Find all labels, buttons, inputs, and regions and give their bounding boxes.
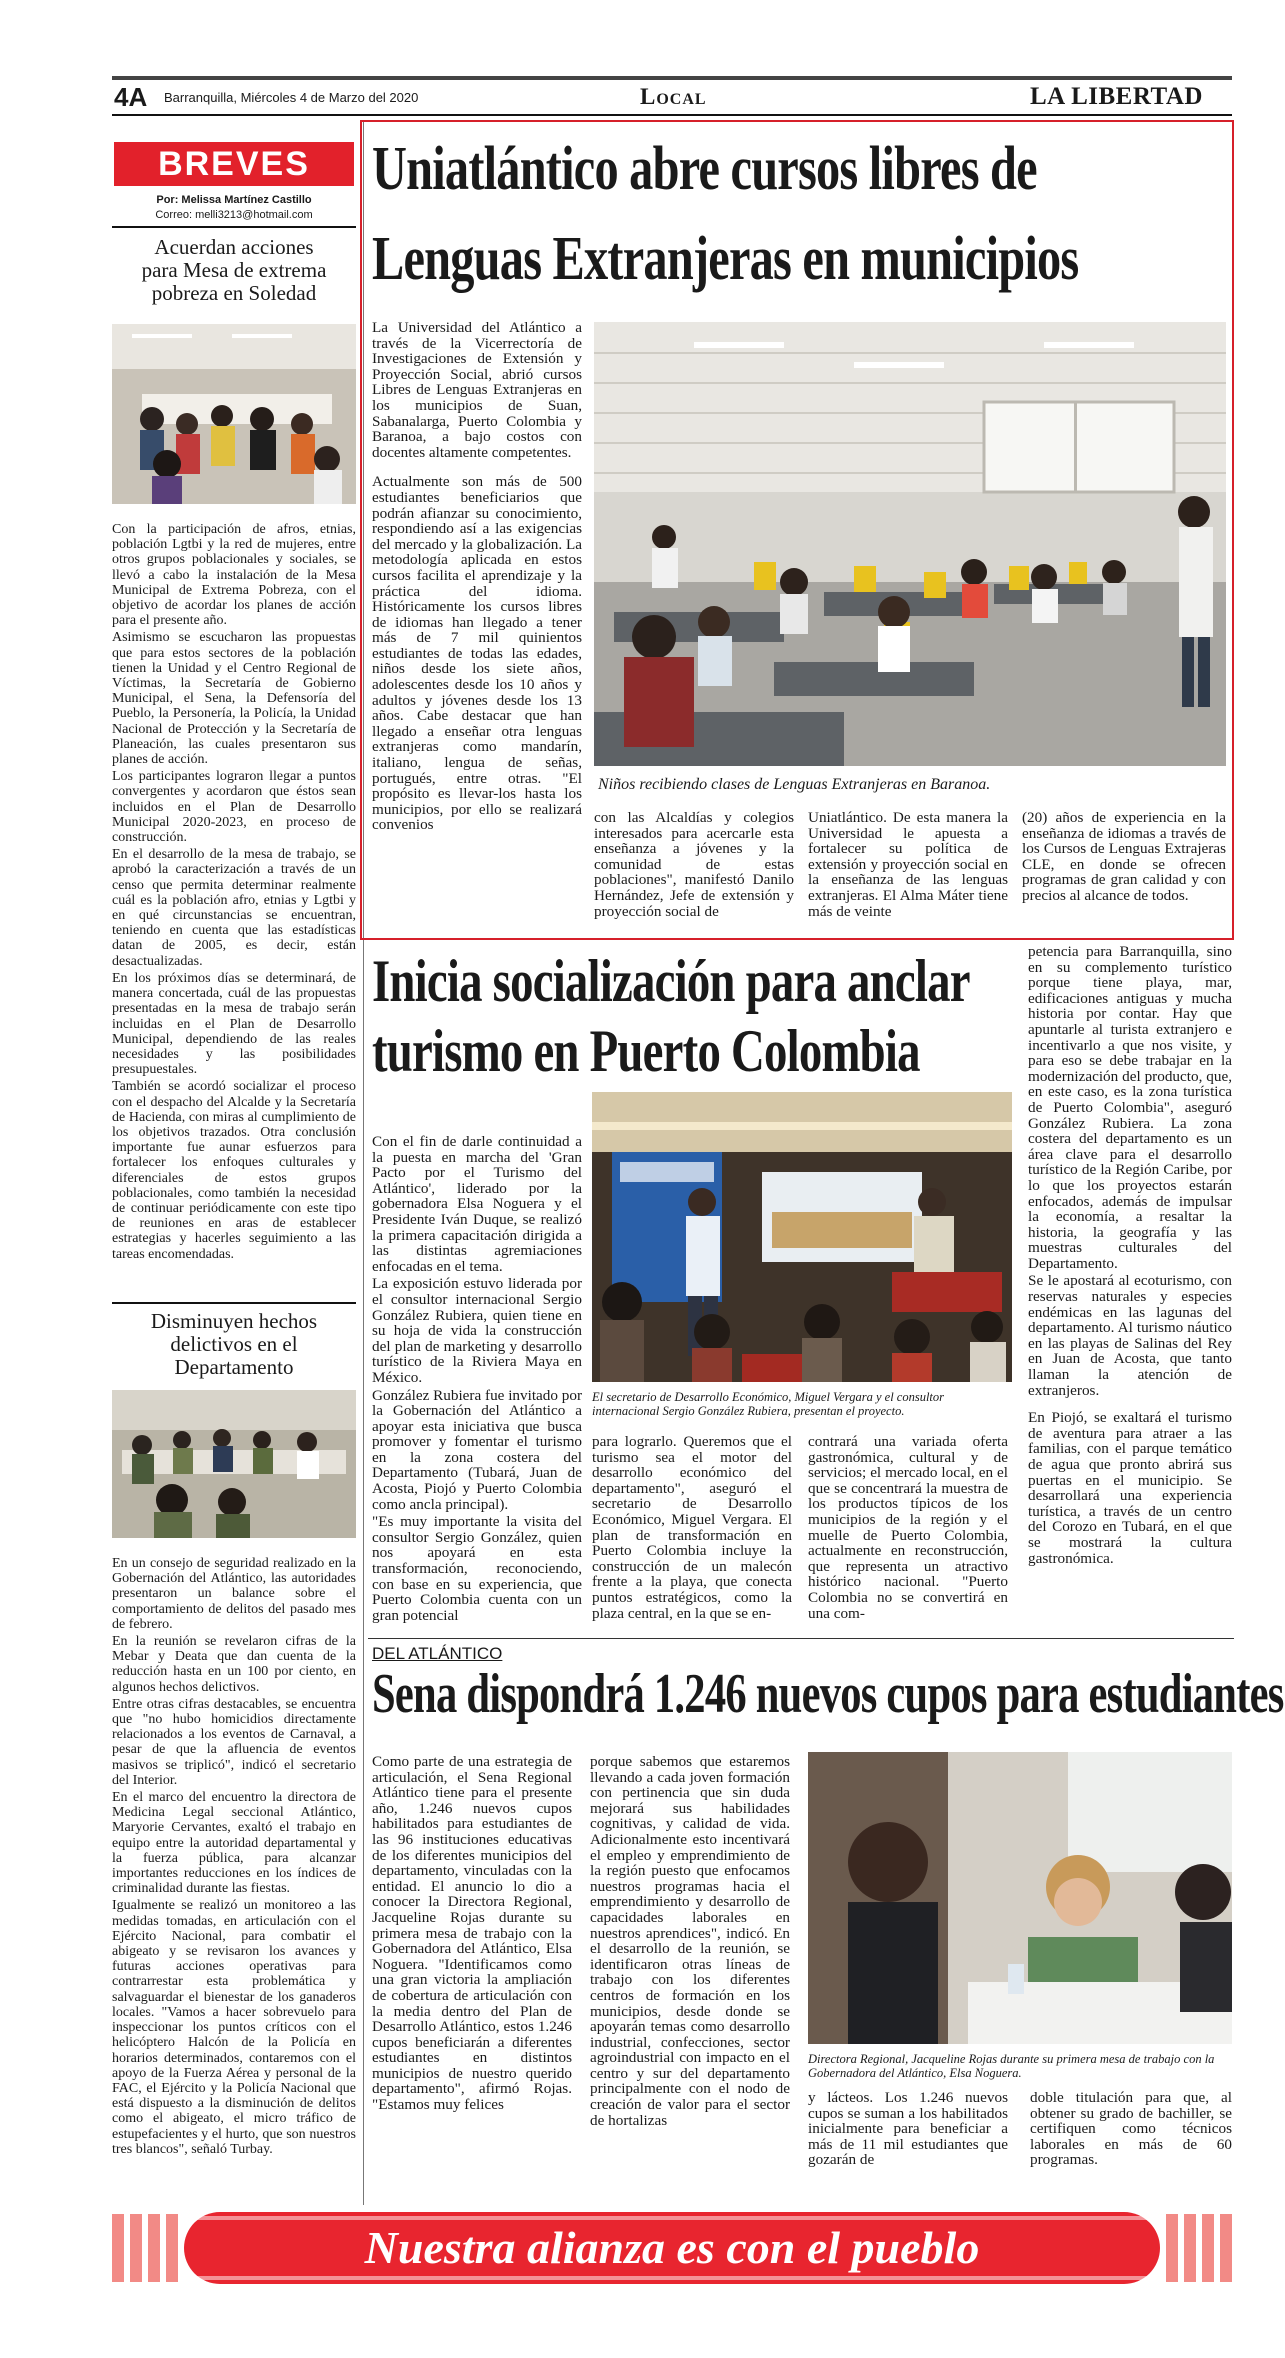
issue-date: Barranquilla, Miércoles 4 de Marzo del 2020 xyxy=(164,90,419,105)
story2-paragraph: petencia para Barranquilla, sino en su complemento turístico porque tiene playa, mar, edificaciones antiguas y mucha historia por contar. Hay que apuntarle al turista extranjero e incentivarlo a que nos visite, y para eso se debe trabajar en la modernización del producto, que, en este caso, es la zona turística de Puerto Colombia", aseguró González Rubiera. La zona costera del departamento es un área clave para el desarrollo turístico de la Región Caribe, por lo que los proyectos estarán enfocados, además de impulsar la economía, a resaltar la historia, la geografía y las muestras culturales del Departamento. xyxy=(1028,943,1232,1272)
story1-column-4: (20) años de experiencia en la enseñanza de idiomas a través de los Cursos de Lenguas Extrajeras CLE, en donde se ofrecen programas de gran calidad y con precios al alcance de todos. xyxy=(1022,809,1226,904)
breves-section xyxy=(112,120,356,2210)
newspaper-name: LA LIBERTAD xyxy=(1030,83,1203,110)
photo-sena-meeting xyxy=(808,1752,1232,2044)
story2-headline-line1: Inicia socialización para anclar xyxy=(372,948,970,1014)
story2-paragraph: Se le apostará al ecoturismo, con reservas naturales y especies endémicas en las lagunas del departamento. Al turismo náutico en las playas de Salinas del Rey en Juan de Acosta, que tanto llaman la atención de extranjeros. xyxy=(1028,1272,1232,1399)
breves-email: Correo: melli3213@hotmail.com xyxy=(155,209,313,221)
photo-security-council xyxy=(112,1390,356,1538)
story2-headline-line2: turismo en Puerto Colombia xyxy=(372,1018,920,1084)
breves-item2-paragraph: En un consejo de seguridad realizado en la Gobernación del Atlántico, las autoridades presentaron un balance sobre el comportamiento de delitos del pasado mes de febrero. xyxy=(112,1556,356,1632)
photo-turismo-presentation xyxy=(592,1092,1012,1382)
photo-classroom-baranoa xyxy=(594,322,1226,766)
story1-paragraph: Actualmente son más de 500 estudiantes beneficiarios que podrán afianzar su conocimiento, respondiendo así a las exigencias del mercado y la globalización. La metodología aplicada en estos cursos facilita el aprendizaje y la práctica del idioma. Históricamente los cursos libres de idiomas han llegado a tener más de 7 mil quinientos estudiantes de todas las edades, niños desde los siete años, adolescentes desde los 10 años y adultos y jóvenes desde los 13 años. Cabe destacar que han llegado a enseñar otra lenguas extranjeras como mandarín, italiano, lengua de señas, portugués, entre otras. "El propósito es llevar-los hasta los municipios, por ello se realizará convenios xyxy=(372,473,582,834)
breves-body-2 xyxy=(112,1556,356,2159)
story3-column-1: Como parte de una estrategia de articulación, el Sena Regional Atlántico tiene para el presente año, 1.246 nuevos cupos habilitados para estudiantes de las 96 instituciones educativas de los diferentes municipios del departamento, vinculadas con la entidad. El anuncio lo dio a conocer la Directora Regional, Jacqueline Rojas durante su primera mesa de trabajo con la Gobernadora del Atlántico, Elsa Noguera. "Identificamos como una gran victoria la ampliación de cobertura de articulación con la media dentro del Plan de Desarrollo Atlántico, estos 1.246 cupos beneficiarán a diferentes estudiantes en distintos municipios de nuestro querido departamento", afirmó Rojas. "Estamos muy felices xyxy=(372,1753,572,2114)
story2-column-3: contrará una variada oferta gastronómica, cultural y de servicios; el mercado local, en el que se concentrará la muestra de los productos típicos de los municipios de la región y el muelle de Puerto Colombia, actualmente en reconstrucción, que representa un atractivo histórico nacional. "Puerto Colombia no se convertirá en una com- xyxy=(808,1433,1008,1622)
promo-banner xyxy=(112,2208,1232,2288)
page-number: 4A xyxy=(114,82,148,112)
breves-item1-paragraph: Los participantes lograron llegar a puntos convergentes y acordaron que éstos sean incluidos en el Plan de Desarrollo Municipal 2020-2023, en proceso de construcción. xyxy=(112,769,356,846)
photo-meeting-soledad xyxy=(112,324,356,504)
story2-paragraph: "Es muy importante la visita del consultor Sergio González, quien nos apoyará en esta transformación, reconociendo, con base en su experiencia, que Puerto Colombia cuenta con un gran potencial xyxy=(372,1513,582,1624)
breves-divider xyxy=(112,226,356,228)
story2-column-2: para lograrlo. Queremos que el turismo sea el motor del desarrollo económico del departamento", aseguró el secretario de Desarrollo Económico, Miguel Vergara. El plan de transformación en Puerto Colombia incluye la construcción de un malecón frente a la playa, que conecta puntos estratégicos, como la plaza central, en la que se en- xyxy=(592,1433,792,1622)
breves-divider-2 xyxy=(112,1302,356,1304)
breves-headline-2: Disminuyen hechos delictivos en el Departamento xyxy=(150,1309,318,1379)
story-uniatlantico xyxy=(360,120,1234,940)
story1-column-2: con las Alcaldías y colegios interesados para acercarle esta enseñanza a jóvenes y la comunidad de estas poblaciones", manifestó Danilo Hernández, Jefe de extensión y proyección social de xyxy=(594,809,794,920)
banner-slogan: Nuestra alianza es con el pueblo xyxy=(364,2222,980,2273)
story2-photo-caption: El secretario de Desarrollo Económico, Miguel Vergara y el consultor internacional Sergio González Rubiera, presentan el proyecto. xyxy=(592,1390,945,1418)
breves-item1-paragraph: Asimismo se escucharon las propuestas que para estos sectores de la población tienen la Unidad y el Centro Regional de Víctimas, la Secretaría de Gobierno Municipal, el Sena, la Defensoría del Pueblo, la Personería, la Policía, la Unidad Nacional de Protección y la Secretaría de Planeación, las cuales presentaron sus planes de acción. xyxy=(112,630,356,768)
breves-item1-paragraph: También se acordó socializar el proceso con el despacho del Alcalde y la Secretaría de Hacienda, con miras al cumplimiento de los objetivos trazados. Otra conclusión importante fue aunar esfuerzos para fortalecer los enfoques culturales y diferenciales de estos grupos poblacionales, como también la necesidad de continuar periódicamente con este tipo de reuniones en aras de establecer estrategias y hacerles seguimiento a las tareas encomendadas. xyxy=(112,1079,356,1262)
breves-headline-1: Acuerdan acciones para Mesa de extrema pobreza en Soledad xyxy=(141,235,327,305)
story1-headline-line1: Uniatlántico abre cursos libres de xyxy=(372,135,1037,203)
breves-item1-paragraph: En los próximos días se determinará, de manera concertada, cuál de las propuestas presentadas en la mesa de trabajo serán incluidas en el Plan de Desarrollo Municipal, dependiendo de las reales necesidades y las posibilidades presupuestales. xyxy=(112,970,356,1078)
story1-column-1 xyxy=(372,320,582,835)
breves-item2-paragraph: En la reunión se revelaron cifras de la Mebar y Deata que dan cuenta de la reducción hasta en un 100 por ciento, en algunos hechos delictivos. xyxy=(112,1634,356,1695)
breves-body-1 xyxy=(112,522,356,1264)
story3-column-4: doble titulación para que, al obtener su grado de bachiller, se certifiquen como técnicos laborales en más de 60 programas. xyxy=(1030,2089,1232,2169)
story3-column-3: y lácteos. Los 1.246 nuevos cupos se suman a los habilitados inicialmente para beneficiar a más de 11 mil estudiantes que gozarán de xyxy=(808,2089,1008,2169)
story2-paragraph: Con el fin de darle continuidad a la puesta en marcha del 'Gran Pacto por el Turismo del Atlántico', liderado por la gobernadora Elsa Noguera y el Presidente Iván Duque, se realizó la primera capacitación dirigida a las distintas agremiaciones enfocadas en el tema. xyxy=(372,1133,582,1275)
story3-top-rule xyxy=(368,1638,1234,1639)
breves-item1-paragraph: Con la participación de afros, etnias, población Lgtbi y la red de mujeres, entre otros grupos poblacionales y sociales, se llevó a cabo la instalación de la Mesa Municipal de Extrema Pobreza, con el objetivo de acordar los planes de acción para el presente año. xyxy=(112,522,356,629)
story1-column-3: Uniatlántico. De esta manera la Universidad le apuesta a fortalecer su política de extensión y proyección social en la enseñanza de las lenguas extranjeras. El Alma Máter tiene más de veinte xyxy=(808,809,1008,920)
story3-kicker: DEL ATLÁNTICO xyxy=(372,1644,503,1663)
story1-photo-caption: Niños recibiendo clases de Lenguas Extranjeras en Baranoa. xyxy=(598,776,991,793)
story-sena xyxy=(368,1642,1284,2182)
story2-paragraph: En Piojó, se exaltará el turismo de aventura para atraer a las familias, con el parque temático de agua que pronto abrirá sus puertas en el municipio. Se desarrollará una experiencia turística, a través de un centro del Corozo en Tubará, en el que se mostrará la cultura gastronómica. xyxy=(1028,1409,1232,1567)
breves-item2-paragraph: Entre otras cifras destacables, se encuentra que "no hubo homicidios directamente relacionados a los eventos de Carnaval, a pesar de que la afluencia de eventos masivos se triplicó", indicó el secretario del Interior. xyxy=(112,1696,356,1788)
breves-item2-paragraph: Igualmente se realizó un monitoreo a las medidas tomadas, en articulación con el Ejército Nacional, para combatir el abigeato y se revisaron los avances y futuras acciones operativas para contrarrestar esta problemática y salvaguardar el bienestar de los ganaderos locales. "Vamos a hacer sobrevuelo para inspeccionar los puntos críticos con el helicóptero Halcón de la Policía en horarios determinados, contaremos con el apoyo de la Fuerza Aérea y personal de la FAC, el Ejército y la Policía Nacional que está dispuesto a la disminución de delitos como el abigeato, el micro tráfico de estupefacientes y el hurto, que son nuestros tres blancos", señaló Turbay. xyxy=(112,1898,356,2157)
story2-paragraph: González Rubiera fue invitado por la Gobernación del Atlántico a apoyar esta iniciativa que busca promover y fomentar el turismo en la zona costera del Departamento (Tubará, Juan de Acosta, Piojó y Puerto Colombia como ancla principal). xyxy=(372,1386,583,1513)
story1-paragraph: La Universidad del Atlántico a través de la Vicerrectoría de Investigaciones de Extensión y Proyección Social, abrió cursos Libres de Lenguas Extranjeras en los municipios de Suan, Sabanalarga, Puerto Colombia y Baranoa, a bajo costos con docentes altamente competentes. xyxy=(372,319,582,461)
header-top-rule xyxy=(112,76,1232,80)
story3-photo-caption: Directora Regional, Jacqueline Rojas durante su primera mesa de trabajo con la Gobernadora del Atlántico, Elsa Noguera. xyxy=(808,2052,1215,2080)
section-label: Local xyxy=(640,84,707,109)
breves-byline: Por: Melissa Martínez Castillo xyxy=(156,194,312,206)
story1-headline-line2: Lenguas Extranjeras en municipios xyxy=(372,225,1079,293)
story3-headline: Sena dispondrá 1.246 nuevos cupos para estudiantes xyxy=(372,1663,1284,1725)
story-turismo xyxy=(368,944,1234,1654)
story2-column-4 xyxy=(1028,944,1232,1568)
story3-column-2: porque sabemos que estaremos llevando a cada joven formación con pertinencia que sin duda mejorará sus habilidades cognitivas, y calidad de vida. Adicionalmente esto incentivará el empleo y emprendimiento de la región puesto que enfocamos nuestros programas hacia el emprendimiento y desarrollo de capacidades laborales en nuestros aprendices", indicó. En el desarrollo de la reunión, se identificaron otras líneas de trabajo con los diferentes centros de formación en los municipios, desde donde se apoyarán temas como desarrollo industrial, confecciones, sector agroindustrial con impacto en el centro y sur del departamento principalmente con el nodo de creación de valor para el sector de hortalizas xyxy=(590,1753,790,2129)
breves-item1-paragraph: En el desarrollo de la mesa de trabajo, se aprobó la caracterización a través de un censo que permita determinar realmente cuál es la población afro, etnias y Lgtbi y en qué circunstancias se encuentran, teniendo en cuenta que las estadísticas datan de 2005, es decir, están desactualizadas. xyxy=(112,847,356,969)
breves-item2-paragraph: En el marco del encuentro la directora de Medicina Legal seccional Atlántico, Maryorie Cervantes, exaltó el trabajo en equipo entre la autoridad departamental y la fuerza pública, para alcanzar importantes reducciones en los índices de criminalidad durante las fiestas. xyxy=(112,1790,356,1897)
story2-paragraph: La exposición estuvo liderada por el consultor internacional Sergio González Rubiera, quien tiene en su hoja de vida la construcción del plan de marketing y desarrollo turístico de la Riviera Maya en México. xyxy=(372,1275,582,1386)
header-bottom-rule xyxy=(112,114,1232,116)
story2-column-1 xyxy=(372,1134,582,1625)
breves-label: BREVES xyxy=(114,142,354,186)
